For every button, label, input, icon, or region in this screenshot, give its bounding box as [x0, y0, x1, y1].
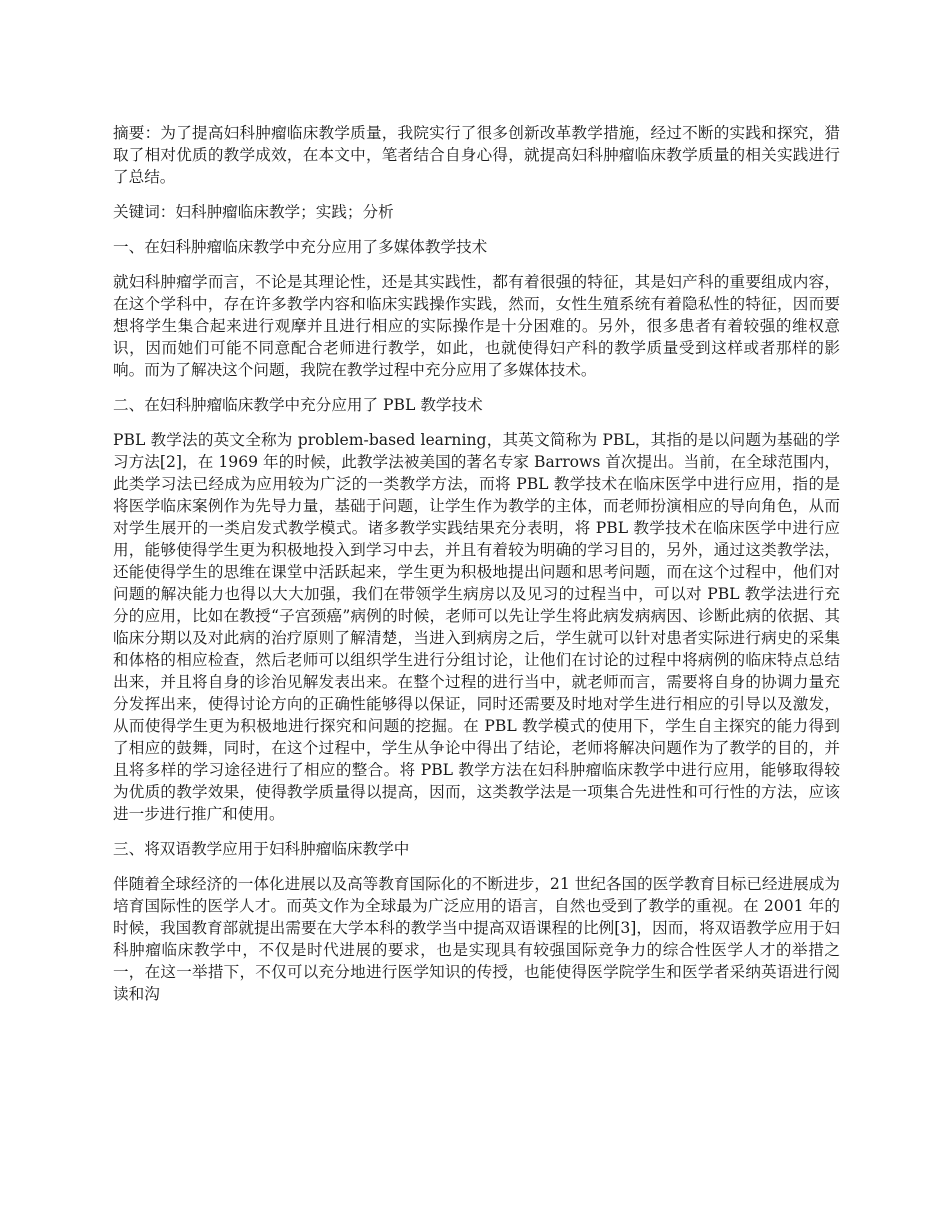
section-heading-1: 一、在妇科肿瘤临床教学中充分应用了多媒体教学技术 [113, 238, 488, 256]
abstract-paragraph: 摘要：为了提高妇科肿瘤临床教学质量，我院实行了很多创新改革教学措施，经过不断的实践和探究，猎取了相对优质的教学成效，在本文中，笔者结合自身心得，就提高妇科肿瘤临床教学质量的相关实践进行了总结。 [113, 124, 840, 186]
section-heading-2: 二、在妇科肿瘤临床教学中充分应用了 PBL 教学技术 [113, 396, 483, 414]
section-heading-3: 三、将双语教学应用于妇科肿瘤临床教学中 [113, 840, 410, 858]
section-body-3: 伴随着全球经济的一体化进展以及高等教育国际化的不断进步，21 世纪各国的医学教育目标已经进展成为培育国际性的医学人才。而英文作为全球最为广泛应用的语言，自然也受到了教学的重视。在 2001 年的时候，我国教育部就提出需要在大学本科的教学当中提高双语课程的比例[3]，因而，将双语教学应用于妇科肿瘤临床教学中，不仅是时代进展的要求，也是实现具有较强国际竞争力的综合性医学人才的举措之一，在这一举措下，不仅可以充分地进行医学知识的传授，也能使得医学院学生和医学者采纳英语进行阅读和沟 [113, 875, 840, 1003]
keywords-line: 关键词：妇科肿瘤临床教学；实践；分析 [113, 203, 394, 221]
section-body-2: PBL 教学法的英文全称为 problem-based learning，其英文简称为 PBL，其指的是以问题为基础的学习方法[2]，在 1969 年的时候，此教学法被美国的著名专家 Barrows 首次提出。当前，在全球范围内，此类学习法已经成为应用较为广泛的一类教学方法，而将 PBL 教学技术在临床医学中进行应用，指的是将医学临床案例作为先导力量，基础于问题，让学生作为教学的主体，而老师扮演相应的导向角色，从而对学生展开的一类启发式教学模式。诸多教学实践结果充分表明，将 PBL 教学技术在临床医学中进行应用，能够使得学生更为积极地投入到学习中去，并且有着较为明确的学习目的，另外，通过这类教学法，还能使得学生的思维在课堂中活跃起来，学生更为积极地提出问题和思考问题，而在这个过程中，他们对问题的解决能力也得以大大加强，我们在带领学生病房以及见习的过程当中，可以对 PBL 教学法进行充分的应用，比如在教授“子宫颈癌”病例的时候，老师可以先让学生将此病发病病因、诊断此病的依据、其临床分期以及对此病的治疗原则了解清楚，当进入到病房之后，学生就可以针对患者实际进行病史的采集和体格的相应检查，然后老师可以组织学生进行分组讨论，让他们在讨论的过程中将病例的临床特点总结出来，并且将自身的诊治见解发表出来。在整个过程的进行当中，就老师而言，需要将自身的协调力量充分发挥出来，使得讨论方向的正确性能够得以保证，同时还需要及时地对学生进行相应的引导以及激发，从而使得学生更为积极地进行探究和问题的挖掘。在 PBL 教学模式的使用下，学生自主探究的能力得到了相应的鼓舞，同时，在这个过程中，学生从争论中得出了结论，老师将解决问题作为了教学的目的，并且将多样的学习途径进行了相应的整合。将 PBL 教学方法在妇科肿瘤临床教学中进行应用，能够取得较为优质的教学效果，使得教学质量得以提高，因而，这类教学法是一项集合先进性和可行性的方法，应该进一步进行推广和使用。 [113, 431, 840, 823]
section-body-1: 就妇科肿瘤学而言，不论是其理论性，还是其实践性，都有着很强的特征，其是妇产科的重要组成内容，在这个学科中，存在许多教学内容和临床实践操作实践，然而，女性生殖系统有着隐私性的特征，因而要想将学生集合起来进行观摩并且进行相应的实际操作是十分困难的。另外，很多患者有着较强的维权意识，因而她们可能不同意配合老师进行教学，如此，也就使得妇产科的教学质量受到这样或者那样的影响。而为了解决这个问题，我院在教学过程中充分应用了多媒体技术。 [113, 273, 840, 379]
document-page [113, 122, 840, 1018]
